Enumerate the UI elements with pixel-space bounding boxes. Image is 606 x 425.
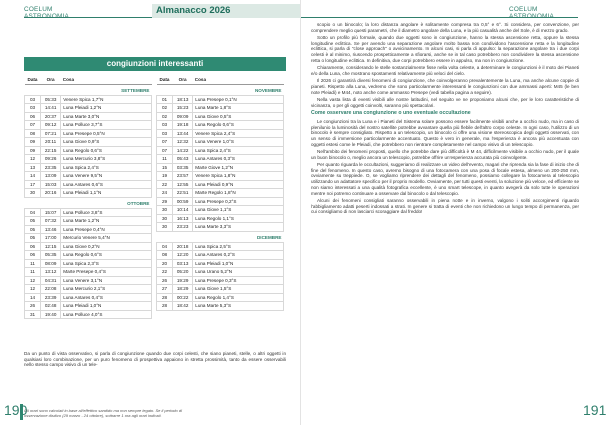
article-paragraph: Alcuni dei fenomeni consigliati saranno osservabili in piena notte e in inverno, valgono i soliti accorgimenti riguardo l'abbigliamento adatti peserti indossati a strati. In genere si tratta di eventi che non richiedono un lungo tempo di permanenza, per cui consigliamo di non lasciarci scoraggiare dal freddo! bbox=[311, 197, 579, 215]
cell-event: Luna Marte 3,3°S bbox=[193, 223, 284, 232]
cell-event: Marte Regolo 1,8°N bbox=[193, 189, 284, 198]
cell-event: Luna Pleiadi 0,9°N bbox=[193, 180, 284, 189]
cell-time: 12:20 bbox=[173, 251, 193, 260]
subsection-title: Come osservare una congiunzione o uno eventuale occultazione bbox=[311, 110, 471, 117]
col-what: Cosa bbox=[193, 76, 284, 84]
cell-event: Luna Mercurio 2,1°S bbox=[61, 285, 152, 294]
table-row bbox=[157, 197, 284, 206]
cell-time: 00:59 bbox=[173, 197, 193, 206]
cell-date: 03 bbox=[157, 121, 173, 130]
cell-event: Luna Pleiadi 1,0°N bbox=[61, 302, 152, 311]
cell-time: 03:35 bbox=[173, 163, 193, 172]
cell-time: 18:29 bbox=[173, 285, 193, 294]
cell-time: 05:33 bbox=[41, 95, 61, 104]
cell-event: Mercurio Venere 5,4°N bbox=[61, 234, 152, 243]
cell-time: 08:09 bbox=[41, 259, 61, 268]
cell-time: 14:41 bbox=[41, 104, 61, 113]
table-row bbox=[157, 138, 284, 147]
col-what: Cosa bbox=[61, 76, 152, 84]
table-row bbox=[25, 129, 152, 138]
table-header-row bbox=[157, 76, 284, 84]
table-row bbox=[157, 268, 284, 277]
cell-time: 19:29 bbox=[173, 276, 193, 285]
cell-date: 12 bbox=[25, 276, 41, 285]
cell-time: 09:12 bbox=[41, 121, 61, 130]
cell-event: Luna Antares 0,6°S bbox=[61, 180, 152, 189]
cell-event: Luna Regolo 1,1°S bbox=[193, 214, 284, 223]
month-heading-row bbox=[157, 84, 284, 95]
table-row bbox=[25, 95, 152, 104]
cell-time: 22:51 bbox=[173, 189, 193, 198]
cell-event: Luna Urano 5,2°N bbox=[193, 268, 284, 277]
cell-date: 28 bbox=[157, 293, 173, 302]
table-row bbox=[25, 189, 152, 198]
cell-date: 19 bbox=[157, 172, 173, 181]
cell-event: Venere Spica 2,4°S bbox=[193, 129, 284, 138]
cell-event: Luna Presepe 0,3°S bbox=[193, 276, 284, 285]
cell-event: Luna Regolo 0,6°S bbox=[61, 251, 152, 260]
cell-event: Luna Venere 3,1°N bbox=[61, 276, 152, 285]
table-row bbox=[157, 242, 284, 251]
cell-time: 12:32 bbox=[173, 138, 193, 147]
table-row bbox=[157, 251, 284, 260]
cell-event: Luna Marte 1,8°S bbox=[193, 104, 284, 113]
article-paragraph: Nell'ambito dei fenomeni proposti, quello che potrebbe dare più difficoltà è M 44, difficilmente visibile a occhio nudo, per il quale un buon binocolo o, meglio ancora un telescopio, potrebbe offrire un'esperienza accurata più coinvolgente. bbox=[311, 149, 579, 160]
cell-time: 05:35 bbox=[41, 251, 61, 260]
article-paragraph: Sotto un profilo più formale, quando due oggetti sono in congiunzione, hanno la stessa ascensione retta, oppure la stessa longitudine eclittica. Se per avendo una separazione angolare molto bassa non condividono l'ascensione retta e la longitudine eclittica, si parla di "close approach" o avvicinamento. In alcuni casi, si parla di appulso: la separazione angolare tra i due corpi celesti è al minimo, riuscendo prospetticamente a sfiorarsi, anche se in tal caso potrebbero non condividere la stessa ascensione retta o longitudine eclittica. In definitiva, due corpi potrebbero essere in appulso, ma non in congiunzione. bbox=[311, 35, 579, 63]
table-row bbox=[25, 121, 152, 130]
cell-event: Luna Polluce 3,7°S bbox=[61, 121, 152, 130]
cell-time: 14:22 bbox=[173, 146, 193, 155]
table-row bbox=[157, 276, 284, 285]
cell-event: Luna Marte 1,2°N bbox=[61, 217, 152, 226]
cell-time: 20:16 bbox=[41, 189, 61, 198]
cell-time: 18:13 bbox=[173, 95, 193, 104]
cell-event: Venere Spica 1,7°N bbox=[61, 95, 152, 104]
cell-event: Luna Spica 2,4°S bbox=[193, 146, 284, 155]
cell-date: 22 bbox=[157, 180, 173, 189]
cell-time: 05:43 bbox=[173, 155, 193, 164]
cell-date: 30 bbox=[157, 206, 173, 215]
cell-event: Luna Presepe 0,1°N bbox=[193, 95, 284, 104]
cell-time: 13:44 bbox=[173, 129, 193, 138]
cell-time: 20:37 bbox=[41, 112, 61, 121]
table-row bbox=[157, 155, 284, 164]
table-row bbox=[157, 285, 284, 294]
cell-event: Luna Polluce 4,0°S bbox=[61, 310, 152, 319]
cell-date: 14 bbox=[25, 172, 41, 181]
cell-date: 06 bbox=[25, 242, 41, 251]
cell-event: Luna Giove 0,9°S bbox=[61, 138, 152, 147]
cell-time: 09:09 bbox=[173, 112, 193, 121]
cell-date: 02 bbox=[157, 112, 173, 121]
table-row bbox=[157, 112, 284, 121]
cell-date: 05 bbox=[25, 234, 41, 243]
table-row bbox=[25, 172, 152, 181]
cell-event: Luna Presepe 0,2°S bbox=[193, 197, 284, 206]
cell-date: 04 bbox=[25, 208, 41, 217]
cell-time: 22:08 bbox=[41, 285, 61, 294]
cell-date: 07 bbox=[25, 121, 41, 130]
cell-date: 30 bbox=[157, 223, 173, 232]
cell-date: 20 bbox=[157, 259, 173, 268]
month-heading-row bbox=[25, 84, 152, 95]
cell-date: 09 bbox=[25, 138, 41, 147]
table-row bbox=[25, 268, 152, 277]
month-heading-row bbox=[157, 231, 284, 242]
table-row bbox=[157, 214, 284, 223]
table-row bbox=[157, 146, 284, 155]
cell-event: Luna Antares 0,2°S bbox=[193, 251, 284, 260]
table-row bbox=[25, 285, 152, 294]
cell-date: 28 bbox=[157, 302, 173, 311]
cell-event: Luna Giove 0,5°S bbox=[193, 112, 284, 121]
cell-time: 13:12 bbox=[41, 268, 61, 277]
cell-event: Luna Presepe 0,5°N bbox=[61, 129, 152, 138]
cell-time: 23:23 bbox=[173, 223, 193, 232]
cell-date: 14 bbox=[25, 293, 41, 302]
cell-event: Luna Presepe 0,4°N bbox=[61, 225, 152, 234]
table-row bbox=[157, 189, 284, 198]
cell-event: Luna Pleiadi 1,1°N bbox=[61, 189, 152, 198]
cell-time: 15:07 bbox=[41, 208, 61, 217]
article-paragraph: Chiaramente, considerando le stelle sostanzialmente fisse nella volta celeste, a determinare le congiunzioni è il moto dei Pianeti e/o della Luna, che mostrano spostamenti relativamente più veloci del cielo. bbox=[311, 65, 579, 76]
cell-date: 01 bbox=[157, 95, 173, 104]
cell-time: 10:14 bbox=[173, 206, 193, 215]
month-label: SETTEMBRE bbox=[121, 88, 150, 93]
cell-date: 30 bbox=[157, 214, 173, 223]
article-paragraph: Le congiunzioni tra la Luna e i Pianeti del Sistema solare possono essere facilmente visibili anche a occhio nudo, ma in caso di plenilunio la luminosità del nostro satellite potrebbe avvantare quella più flebile dell'altro corpo celeste. In ogni caso, l'utilizzo di un binocolo è sempre consigliato. Rispetto a un telescopio, un binocolo ci offre una visione stereoscopica degli oggetti osservati, con un senso di immersione particolarmente accentuato. Questo è vero in generale, ma l'esperienza è ancora più accentuata con oggetti estesi come le Pleiadi, che potrebbero non rientrare completamente nel campo visivo di un telescopio. bbox=[311, 118, 579, 147]
table-row bbox=[157, 223, 284, 232]
article-paragraph: Il 2026 ci garantirà diversi fenomeni di congiunzione, che coinvolgeranno prevalentemente la Luna, ma anche alcune coppie di pianeti. Rispetto alla Luna, vedremo che sono particolarmente interessanti le congiunzioni con due ammassi aperti: M45 (le ben note Pleiadi) e M44, noto anche come ammasso Presepe (vedi tabella pagina a seguire). bbox=[311, 78, 579, 95]
cell-event: Luna Marte 3,0°N bbox=[61, 112, 152, 121]
brand-right: COELUM ASTRONOMIA bbox=[509, 6, 554, 20]
cell-date: 05 bbox=[25, 217, 41, 226]
month-label: DICEMBRE bbox=[256, 235, 282, 240]
cell-date: 11 bbox=[157, 155, 173, 164]
cell-event: Luna Venere 1,0°S bbox=[193, 138, 284, 147]
conjunction-table-right bbox=[156, 76, 284, 311]
cell-date: 26 bbox=[25, 302, 41, 311]
table-row bbox=[157, 206, 284, 215]
table-row bbox=[25, 208, 152, 217]
cell-time: 04:31 bbox=[41, 276, 61, 285]
table-row bbox=[25, 310, 152, 319]
table-row bbox=[25, 155, 152, 164]
cell-date: 17 bbox=[25, 180, 41, 189]
cell-event: Luna Venere 9,5°N bbox=[61, 172, 152, 181]
cell-date: 22 bbox=[157, 268, 173, 277]
cell-event: Luna Giove 1,5°S bbox=[193, 285, 284, 294]
cell-date: 06 bbox=[25, 112, 41, 121]
cell-event: Luna Spica 2,5°S bbox=[193, 242, 284, 251]
cell-event: Luna Pleiadi 1,0°N bbox=[193, 259, 284, 268]
article-paragraph: scopio o un binocolo; la loro distanza angolare è solitamente compresa tra 0,5° e 6°. Si considera, per convenzione, per comprendere meglio questi parametri, che il diametro angolare della Luna, e la più casualità anche del Sole, è di mezzo grado. bbox=[311, 22, 579, 33]
table-row bbox=[157, 163, 284, 172]
cell-time: 09:26 bbox=[41, 155, 61, 164]
table-row bbox=[25, 259, 152, 268]
cell-time: 19:18 bbox=[173, 121, 193, 130]
cell-date: 15 bbox=[157, 163, 173, 172]
intro-paragraph: Da un punto di vista osservativo, si parla di congiunzione quando due corpi celesti, che siano pianeti, stelle, o altri oggetti in qualsiasi loro combinazione, per un puro fenomeno di prospettiva appaiono in stretta prossimità, tanto da essere osservabili nello stesso campo visivo di un tele- bbox=[24, 351, 286, 368]
table-row bbox=[157, 259, 284, 268]
cell-event: Marte Giove 1,2°N bbox=[193, 163, 284, 172]
table-row bbox=[25, 276, 152, 285]
table-row bbox=[157, 293, 284, 302]
cell-time: 13:09 bbox=[41, 172, 61, 181]
cell-time: 20:11 bbox=[41, 138, 61, 147]
table-row bbox=[157, 302, 284, 311]
cell-event: Luna Mercurio 3,8°S bbox=[61, 155, 152, 164]
month-heading-row bbox=[25, 197, 152, 208]
cell-date: 05 bbox=[25, 225, 41, 234]
article-paragraph: Per quanto riguarda le occultazioni, suggeriamo di realizzare un video dell'evento, magari che riprenda sia la fase di inizio che di fine del fenomeno. In questo caso, avremo bisogno di una fotocamera con una posa di focale estesa, almeno un 200-250 mm, ovviamente su treppiede. O, se vogliamo riprendere dei dettagli del fenomeno, possiamo collegare la fotocamera al telescopio utilizzando un adattatore specifico per il proprio modello. Ovviamente, per tutti questi eventi, la soluzione più veloce, ed efficiente se non siamo interessati a una qualità fotografica eccellente, è uno smart telescope, in quanto avegerà da solo tutte le operazioni mentre noi potremo continuare a osservare dal binocolo o dal telescopio. bbox=[311, 162, 579, 196]
cell-event: Venere Spica 1,8°N bbox=[193, 172, 284, 181]
cell-time: 16:13 bbox=[173, 214, 193, 223]
table-row bbox=[157, 121, 284, 130]
cell-date: 06 bbox=[25, 251, 41, 260]
col-time: Ora bbox=[41, 76, 61, 84]
cell-event: Luna Spica 2,3°S bbox=[61, 259, 152, 268]
cell-time: 12:15 bbox=[41, 242, 61, 251]
cell-date: 12 bbox=[25, 155, 41, 164]
cell-event: Luna Regolo 1,4°S bbox=[193, 293, 284, 302]
cell-time: 23:57 bbox=[173, 172, 193, 181]
cell-event: Luna Spica 2,4°S bbox=[61, 163, 152, 172]
table-row bbox=[25, 104, 152, 113]
cell-date: 31 bbox=[25, 310, 41, 319]
cell-event: Luna Marte 5,3°S bbox=[193, 302, 284, 311]
table-header-row bbox=[25, 76, 152, 84]
cell-date: 03 bbox=[25, 95, 41, 104]
cell-date: 26 bbox=[157, 276, 173, 285]
left-page bbox=[0, 0, 301, 425]
cell-time: 07:32 bbox=[41, 217, 61, 226]
table-row bbox=[157, 172, 284, 181]
cell-date: 03 bbox=[157, 129, 173, 138]
table-row bbox=[25, 163, 152, 172]
table-row bbox=[157, 104, 284, 113]
cell-date: 07 bbox=[157, 138, 173, 147]
cell-date: 24 bbox=[157, 189, 173, 198]
table-row bbox=[25, 225, 152, 234]
col-date: Data bbox=[157, 76, 173, 84]
table-row bbox=[157, 95, 284, 104]
table-row bbox=[25, 138, 152, 147]
cell-time: 07:21 bbox=[41, 129, 61, 138]
cell-time: 23:39 bbox=[41, 293, 61, 302]
cell-date: 29 bbox=[157, 197, 173, 206]
cell-time: 15:23 bbox=[173, 104, 193, 113]
cell-event: Luna Pleiadi 1,2°N bbox=[61, 104, 152, 113]
table-row bbox=[25, 293, 152, 302]
cell-date: 07 bbox=[157, 146, 173, 155]
cell-date: 12 bbox=[25, 285, 41, 294]
article-column bbox=[311, 22, 579, 217]
cell-event: Luna Giove 0,2°N bbox=[61, 242, 152, 251]
cell-time: 17:00 bbox=[41, 234, 61, 243]
page-number-right: 191 bbox=[583, 402, 606, 418]
cell-time: 12:55 bbox=[173, 180, 193, 189]
cell-time: 13:46 bbox=[41, 225, 61, 234]
cell-event: Luna Giove 1,1°S bbox=[193, 206, 284, 215]
conjunction-table-left bbox=[24, 76, 152, 319]
cell-date: 11 bbox=[25, 268, 41, 277]
month-label: OTTOBRE bbox=[127, 201, 150, 206]
table-row bbox=[25, 146, 152, 155]
cell-time: 20:18 bbox=[173, 242, 193, 251]
cell-time: 03:13 bbox=[173, 259, 193, 268]
cell-event: Luna Polluce 3,8°S bbox=[61, 208, 152, 217]
table-row bbox=[25, 251, 152, 260]
cell-time: 23:35 bbox=[41, 163, 61, 172]
cell-event: Luna Regolo 0,6°S bbox=[61, 146, 152, 155]
page-number-left: 190 bbox=[4, 402, 28, 418]
cell-event: Luna Antares 0,4°S bbox=[61, 293, 152, 302]
cell-date: 08 bbox=[25, 129, 41, 138]
cell-date: 08 bbox=[157, 251, 173, 260]
cell-time: 19:40 bbox=[41, 310, 61, 319]
cell-date: 04 bbox=[157, 242, 173, 251]
cell-time: 00:22 bbox=[173, 293, 193, 302]
cell-date: 27 bbox=[157, 285, 173, 294]
table-row bbox=[157, 180, 284, 189]
table-row bbox=[25, 217, 152, 226]
cell-date: 03 bbox=[25, 104, 41, 113]
month-label: NOVEMBRE bbox=[254, 88, 282, 93]
cell-date: 09 bbox=[25, 146, 41, 155]
cell-date: 30 bbox=[25, 189, 41, 198]
cell-time: 15:03 bbox=[41, 180, 61, 189]
col-time: Ora bbox=[173, 76, 193, 84]
cell-event: Marte Presepe 0,4°S bbox=[61, 268, 152, 277]
cell-time: 02:48 bbox=[41, 302, 61, 311]
almanac-title: Almanacco 2026 bbox=[152, 4, 302, 18]
cell-event: Luna Regolo 0,6°S bbox=[193, 121, 284, 130]
cell-date: 13 bbox=[25, 163, 41, 172]
cell-time: 18:42 bbox=[173, 302, 193, 311]
cell-event: Luna Antares 0,3°S bbox=[193, 155, 284, 164]
table-row bbox=[25, 302, 152, 311]
cell-time: 22:15 bbox=[41, 146, 61, 155]
table-row bbox=[25, 234, 152, 243]
col-date: Data bbox=[25, 76, 41, 84]
section-title: congiunzioni interessanti bbox=[24, 57, 286, 71]
table-row bbox=[25, 180, 152, 189]
article-paragraph: Nella vasta lista di eventi visibili alle nostre latitudini, nel seguito ve ne proponiamo alcuni che, per le loro caratteristiche di vicinanza, o per gli oggetti coinvolti, saranno più spettacolari. bbox=[311, 96, 579, 108]
table-row bbox=[25, 112, 152, 121]
brand-left: COELUM ASTRONOMIA bbox=[24, 6, 69, 20]
footnote: Gli orari sono calcolati in base all'effettivo sandido ma non sempre legato. Se il periodo di osservazione disdivo (29 marzo - 24 ottobre), sottrarre 1 ora agli orari indicati. bbox=[24, 408, 182, 418]
table-row bbox=[157, 129, 284, 138]
cell-time: 05:20 bbox=[173, 268, 193, 277]
table-row bbox=[25, 242, 152, 251]
cell-date: 11 bbox=[25, 259, 41, 268]
right-page bbox=[301, 0, 606, 425]
cell-date: 02 bbox=[157, 104, 173, 113]
